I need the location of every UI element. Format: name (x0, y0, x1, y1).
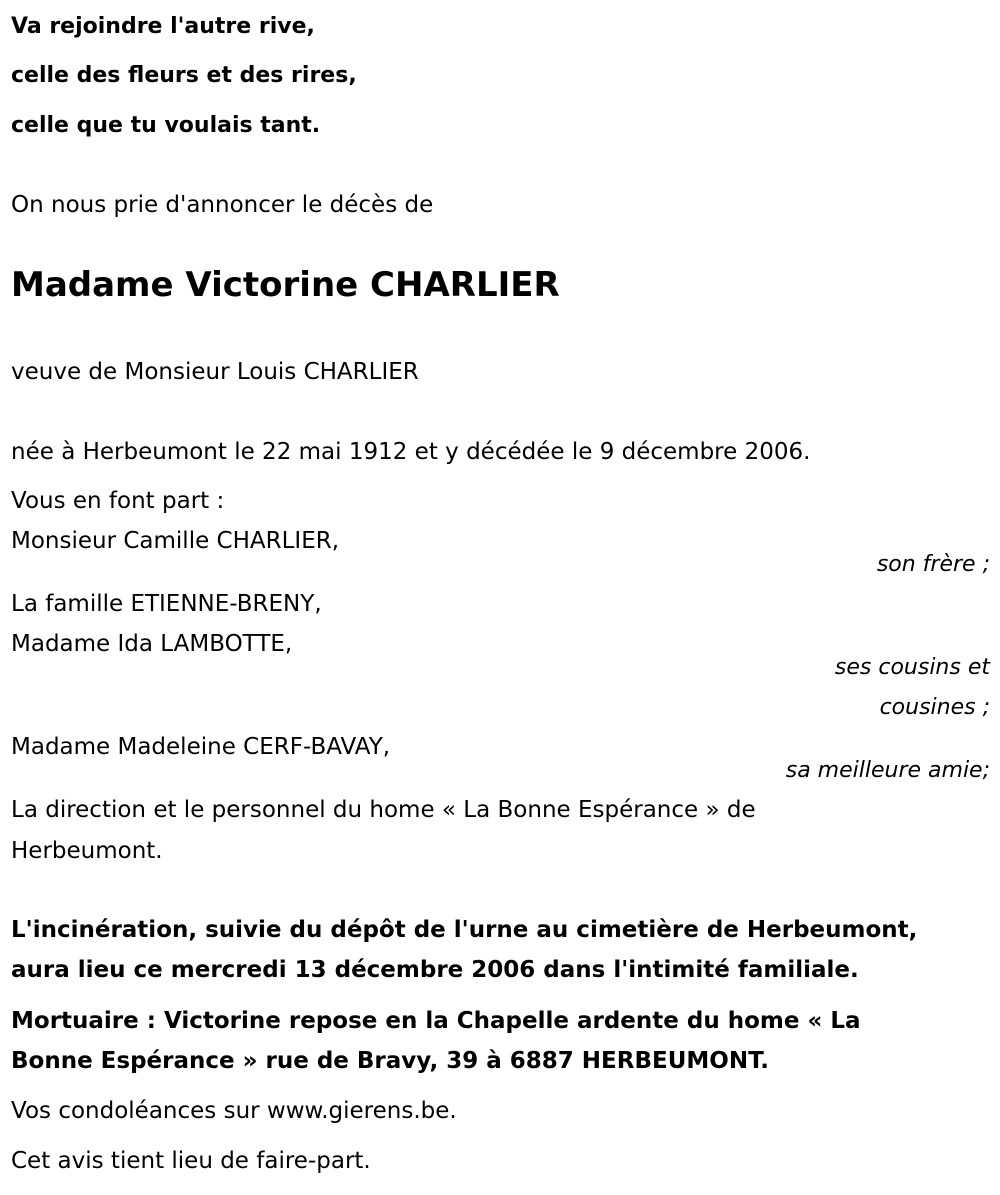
verse-line: celle que tu voulais tant. (11, 113, 321, 138)
relation-label: sa meilleure amie; (785, 758, 990, 783)
family-member: La direction et le personnel du home « La Bonne Espérance » de (11, 797, 756, 823)
ceremony-text: L'incinération, suivie du dépôt de l'urne au cimetière de Herbeumont, (11, 917, 918, 943)
deceased-name: Madame Victorine CHARLIER (11, 265, 560, 305)
relation-label: cousines ; (879, 695, 990, 720)
mortuary-text: Bonne Espérance » rue de Bravy, 39 à 6887 HERBEUMONT. (11, 1048, 770, 1074)
mortuary-text: Mortuaire : Victorine repose en la Chapelle ardente du home « La (11, 1008, 861, 1034)
birth-death-dates: née à Herbeumont le 22 mai 1912 et y décédée le 9 décembre 2006. (11, 439, 811, 465)
announcers-intro: Vous en font part : (11, 488, 225, 514)
ceremony-text: aura lieu ce mercredi 13 décembre 2006 dans l'intimité familiale. (11, 957, 859, 983)
verse-line: celle des fleurs et des rires, (11, 63, 357, 88)
relation-label: son frère ; (876, 552, 990, 577)
relation-label: ses cousins et (834, 655, 990, 680)
verse-line: Va rejoindre l'autre rive, (11, 14, 315, 39)
closing-text: Cet avis tient lieu de faire-part. (11, 1148, 371, 1174)
family-member: Madame Madeleine CERF-BAVAY, (11, 734, 391, 760)
family-member: La famille ETIENNE-BRENY, (11, 591, 322, 617)
widow-of: veuve de Monsieur Louis CHARLIER (11, 359, 419, 385)
family-member: Monsieur Camille CHARLIER, (11, 528, 340, 554)
family-member: Herbeumont. (11, 838, 163, 864)
announcement-intro: On nous prie d'annoncer le décès de (11, 192, 434, 218)
condolences-text: Vos condoléances sur www.gierens.be. (11, 1098, 457, 1124)
family-member: Madame Ida LAMBOTTE, (11, 631, 293, 657)
